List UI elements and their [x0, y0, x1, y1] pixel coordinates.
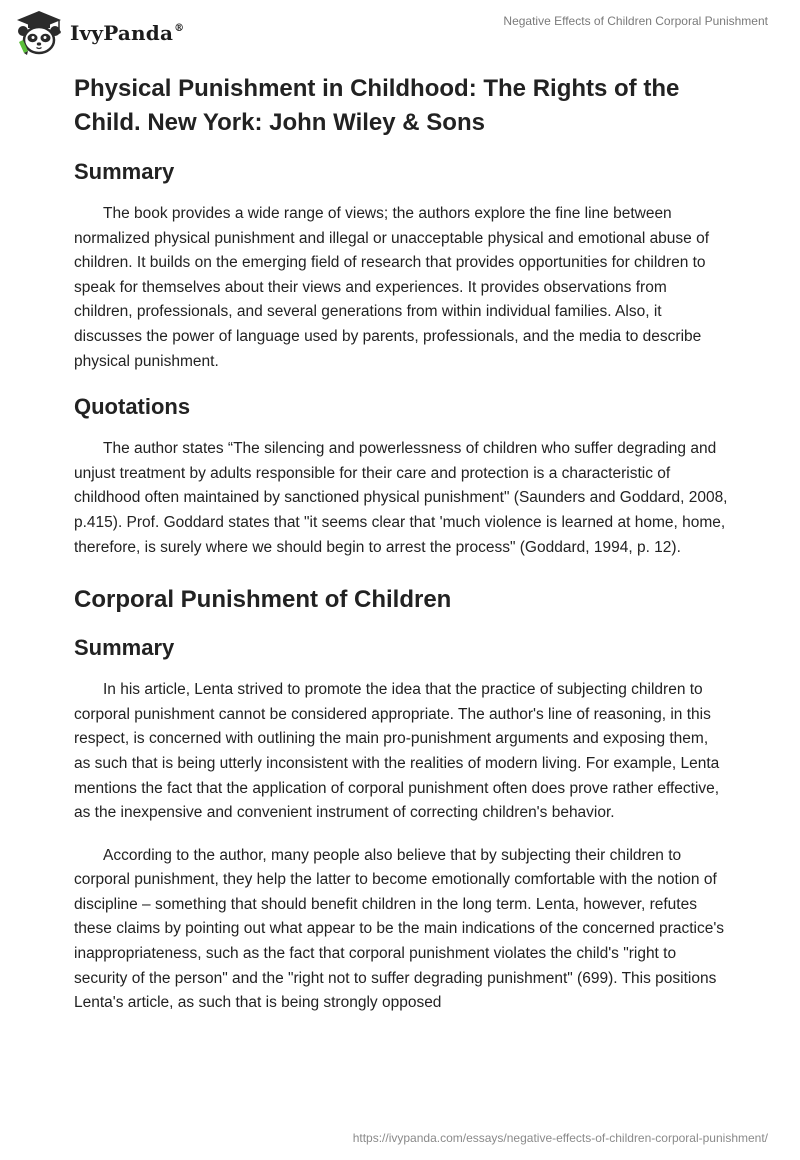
source-url-link[interactable]: https://ivypanda.com/essays/negative-effects-of-children-corporal-punishment/: [352, 1131, 768, 1145]
quotations-paragraph: The author states “The silencing and powerlessness of children who suffer degrading and unjust treatment by adults responsible for their care and protection is a characteristic of childhood often maintained by sanctioned physical punishment" (Saunders and Goddard, 2008, p.415). Prof. Goddard states that "it seems clear that 'much violence is learned at home, home, therefore, is surely where we should begin to arrest the process" (Goddard, 1994, p. 12).: [74, 440, 728, 556]
article-title-heading: Corporal Punishment of Children: [74, 586, 452, 614]
panda-logo-icon: [14, 9, 64, 55]
document-title: Negative Effects of Children Corporal Punishment: [503, 14, 768, 28]
summary-heading: Summary: [74, 159, 175, 184]
page-header: [0, 0, 800, 60]
summary-paragraph-3: According to the author, many people also believe that by subjecting their children to corporal punishment, they help the latter to become emotionally comfortable with the notion of discipline – something that should benefit children in the long term. Lenta, however, refutes these claims by pointing out what appear to be the main indications of the concerned practice's inappropriateness, such as the fact that corporal punishment violates the child's "right to security of the person" and the "right not to suffer degrading punishment" (699). This positions Lenta's article, as such that is being strongly opposed: [74, 846, 725, 1012]
book-title-heading: Physical Punishment in Childhood: The Rights of the Child. New York: John Wiley & Sons: [74, 75, 680, 136]
quotations-heading: Quotations: [74, 394, 191, 420]
summary-heading-2: Summary: [74, 635, 175, 661]
essay-content: [74, 72, 728, 1016]
brand-logo[interactable]: [14, 9, 184, 55]
summary-paragraph: The book provides a wide range of views; the authors explore the fine line between normalized physical punishment and illegal or unacceptable physical and emotional abuse of children. It builds on the emerging field of research that provides opportunities for children to speak for themselves about their views and experiences. It provides observations from children, professionals, and several generations from within individual families. Also, it discusses the power of language used by parents, professionals, and the media to describe physical punishment.: [74, 205, 710, 370]
brand-name: IvyPanda®: [70, 21, 185, 45]
summary-paragraph-2: In his article, Lenta strived to promote the idea that the practice of subjecting children to corporal punishment cannot be considered appropriate. The author's line of reasoning, in this respect, is concerned with outlining the main pro-punishment arguments and exposing them, as such that is being utterly inconsistent with the realities of modern living. For example, Lenta mentions the fact that the application of corporal punishment often does prove rather effective, as the inexpensive and convenient instrument of correcting children's behavior.: [74, 681, 720, 822]
